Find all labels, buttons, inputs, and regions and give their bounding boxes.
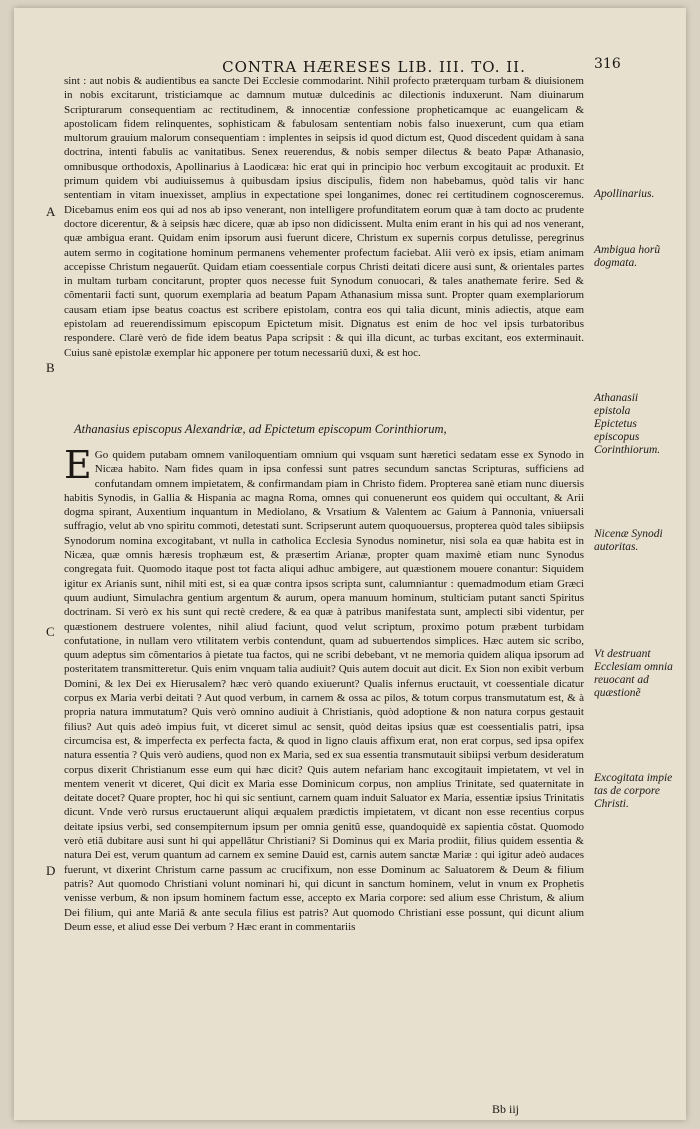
signature-mark: Bb iij	[492, 1102, 520, 1116]
paragraph-intro: sint : aut nobis & audientibus ea sancte Dei Ecclesie commodarint. Nihil profecto præterquam turbam & diuisionem in nobis excitarunt, tristiciamque ac damnum mutuæ dulcedinis ac dilectionis induxerunt. Nam diuinarum Scripturarum consequentiam ac rectitudinem, & innocentiæ confessione propheticamque ac euangelicam & apostolicam fidem relinquentes, sophisticam & fabulosam sententiam nobis falso inuexerunt, cum qua etiam multorum grauium malorum consequentiam : implentes in seipsis id quod dictum est, Quod discedent quidam à sana doctrina, intenti fabulis ac vanitatibus. Senex reuerendus, & nobis semper dilectus & beato Papæ Athanasio, omnibusque orthodoxis, Apollinarius à Laodicæa: hic erat qui in principio hoc verbum excogitauit ac produxit. Et primum quidem vbi audiuissemus à quibusdam ipsius discipulis, fidem non habebamus, quòd talis vir hanc sententiam in vitam inuexisset, amplius in expectatione spei longanimes, donec rei certitudinem cognosceremus. Dicebamus enim eos qui ad nos ab ipso venerant, non intelligere profunditatem eorum quæ à tam docto ac prudente doctore dicerentur, & à seipsis hæc dicere, quæ ab ipso non didicissent. Multa enim erant in his qui ad nos venerant, quæ ambigua erant. Quidam enim ipsorum ausi fuerunt dicere, Christum ex supernis corpus detulisse, peregrinus autem sermo in cogitatione hominum permanens vehementer profectum faciebat. Alii verò ex ipsis, etiam animam accepisse Christum negauerũt. Quidam etiam coessentiale corpus Christi deitati dicere ausi sunt, & orientales partes in multam turbam concitarunt, propter quos necesse fuit Synodum conuocari, & tales anathemate ferire. Sed & cõmentarii facti sunt, quorum exemplaria ad beatum Papam Athanasium missa sunt. Propter quam exemplariorum causam etiam ipse beatus coactus est scribere epistolam, contra eos qui talia dicunt, minis adiectis, atque eam epistolam ad reuerendissimum episcopum Epictetum misit. Dignatus est enim de hoc vel ipsis turbatoribus respondere. Clarè verò de fide idem beatus Papa scripsit : & qui illa dicunt, ac turbas excitant, eos exterminauit. Cuius sanè epistolæ exemplar hic apponere per totum necessariũ duxi, & est hoc.	[64, 75, 584, 359]
book-page	[14, 8, 686, 1120]
folio-number: 316	[594, 56, 621, 72]
gloss-excogitata-impietas: Excogitata impie tas de corpore Christi.	[594, 772, 673, 810]
margin-letter-a: A	[46, 204, 56, 219]
text-block-letter	[64, 443, 584, 934]
gloss-nicenae-synodi: Nicenæ Synodi autoritas.	[594, 528, 663, 553]
drop-cap: E	[64, 443, 92, 487]
running-header: CONTRA HÆRESES LIB. III. TO. II.	[222, 58, 526, 76]
margin-letter-b: B	[46, 360, 55, 375]
gloss-ambigua: Ambigua horũ dogmata.	[594, 244, 661, 269]
margin-letter-c: C	[46, 624, 55, 639]
gloss-vt-destruant: Vt destruant Ecclesiam omnia reuocant ad quæstionẽ	[594, 648, 673, 699]
gloss-athanasii-epistola: Athanasii epistola Epictetus episcopus Corinthiorum.	[594, 392, 661, 456]
letter-title: Athanasius episcopus Alexandriæ, ad Epictetum episcopum Corinthiorum,	[74, 422, 447, 436]
gloss-apollinarius: Apollinarius.	[594, 188, 655, 200]
text-block-intro	[64, 74, 584, 360]
paragraph-letter	[64, 443, 584, 934]
margin-letter-d: D	[46, 863, 56, 878]
letter-body: Go quidem putabam omnem vaniloquentiam omnium qui vsquam sunt hæretici sedatam esse ex Synodo in Nicæa habito. Nam fides quam in ipsa confessi sunt patres secundum sanctas Scripturas, sufficiens ad confutandam omnem impietatem, & confirmandam piam in Christo fidem. Propterea sanè etiam nunc diuersis habitis Synodis, in Gallia & Hispania ac magna Roma, omnes qui conuenerunt eos quidem qui occultant, & Arii dogma spirant, Auxentium inquantum in Mediolano, & Vrsatium & Valentem ac Gaium à Pannonia, vniuersali suffragio, velut ab vno spiritu commoti, detestati sunt. Scripserunt autem quoquouersus, propterea quòd tales sibiipsis Synodorum nomina excogitabant, vt nulla in catholica Ecclesia Synodus nominetur, nisi sola ea quæ habita est in Nicæa, quæ omnis hæresis trophæum est, & præsertim Arianæ, propter quam maximè etiam nunc Synodus congregata fuit. Quomodo itaque post tot facta aliqui adhuc ambigere, aut quæstionem mouere conantur: Siquidem igitur ex Arianis sunt, nihil miti est, si ea quæ contra ipsos scripta sunt, calumniantur : quemadmodum etiam Græci quum audiunt, Simulachra gentium argentum & aurum, opera manuum hominum, stulticiam putant sancti Spiritus doctrinam. Si verò ex his sunt qui rectè credere, & ea quæ à patribus manifestata sunt, amplecti sibi videntur, per quæstionem destruere volentes, nihil aliud faciunt, quod velut scriptum, proximo potum præbent turbidam confutatione, in nullam vero vtilitatem verbis contendunt, quam ad subuertendos simplices. Hæc autem sic scribo, quum adeptus sim cõmentarios à pietate tua factos, qui ne scribi debebant, vt ne memoria quidem aliqua ipsorum ad posteritatem transmitteretur. Quis enim vnquam talia audiuit? Quis autem docuit aut dicit. Ex Sion non exibit verbum Domini, & lex Dei ex Hierusalem? hæc verò quando exiuerunt? Qualis infernus eructauit, vt coessentiale dicatur corpus ex Maria verbi deitati ? Aut quod verbum, in carnem & ossa ac pilos, & totum corpus transmutatum est, & à propria natura immutatum? Quis verò omnino audiuit à Christianis, quòd adoptione & non natura corpus gestauit filius? Aut quis adeò impius fuit, vt diceret simul ac sensit, quòd deitas ipsius quæ est coessentialis patri, ipsa circumcisa est, & imperfecta ex perfecta facta, & quod in ligno clauis affixum erat, non erat corpus, sed ipsa opifex natura essentia ? Quis verò audiens, quod non ex Maria, sed ex sua essentia transmutauit sibiipsi verbum desideratum corpus dixerit Christianum esse eum qui hæc dicit? Quis autem nefariam hanc excogitauit impietatem, vt vel in mentem venerit vt diceret, Qui dicit ex Maria esse Dominicum corpus, non amplius Trinitate, sed quaternitate in deitate docet? Quare propter, hoc hi qui sic sentiunt, carnem quam induit Saluator ex Maria, essentiæ ipsius Trinitatis dicunt. Vnde verò rursus eructauerunt aliqui æqualem prædictis impietatem, vt dicant non esse recentius corpus deitate ipsius verbi, sed consempiternum ipsum per omnia genitũ esse, quandoquidè ex sapientia cõstat. Quomodo verò etiã dubitare ausi sunt hi qui appellãtur Christiani? Si Dominus qui ex Maria prodiit, filius quidem essentia & natura Dei est, verum quantum ad carnem ex semine Dauid est, carnis autem sanctæ Mariæ : qui igitur adeò audaces fuerunt, vt dixerint Christum carne passum ac crucifixum, non esse Dominum ac Saluatorem & Deum & filium patris? Aut quomodo Christiani volunt nominari hi, qui dicunt in sanctum hominem, velut in vnum ex Prophetis venisse verbum, & non ipsum hominem factum esse, accepto ex Maria corpore: sed alium esse Christum, & alium Dei filium, qui ante Mariã & ante secula filius est patris? Aut quomodo Christiani esse possunt, qui dicunt alium Deum esse, et aliud esse Dei verbum ? Hæc erant in commentariis	[64, 449, 584, 933]
